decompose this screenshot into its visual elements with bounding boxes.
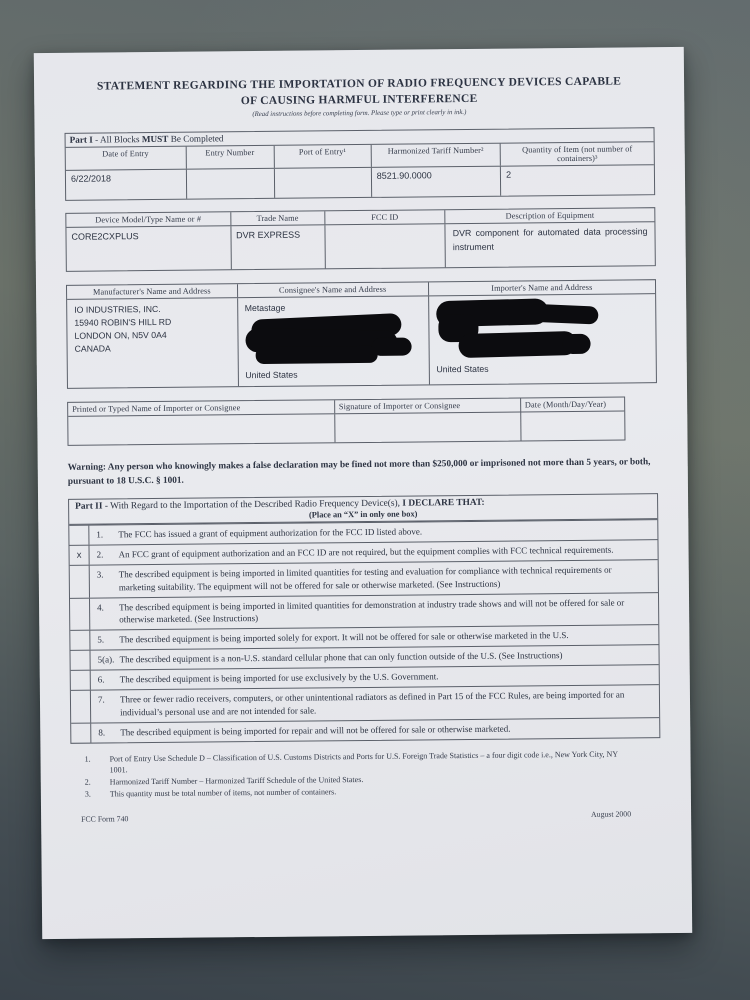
col-quantity: Quantity of Item (not number of containers)³ xyxy=(522,144,633,164)
footnote-text: Harmonized Tariff Number – Harmonized Tariff Schedule of the United States. xyxy=(109,775,364,787)
checkbox-row-8 xyxy=(71,723,91,742)
col-description: Description of Equipment xyxy=(505,210,595,221)
form-number: FCC Form 740 xyxy=(81,813,129,824)
warning-body: Any person who knowingly makes a false declaration may be fined not more than $250,000 or imprisoned not more than 5 years, or both, pursuant to 18 U.S.C. § 1001. xyxy=(67,457,651,488)
manufacturer-address xyxy=(67,298,238,388)
col-fcc-id: FCC ID xyxy=(325,210,446,224)
importer-address xyxy=(429,294,656,384)
part2-subheading: (Place an “X” in only one box) xyxy=(308,509,418,520)
row-text: An FCC grant of equipment authorization and an FCC ID are not required, but the equipment complies with FCC technical requirements. xyxy=(118,544,614,560)
row-number: 1. xyxy=(96,529,104,540)
col-harmonized-tariff-number: Harmonized Tariff Number² xyxy=(371,144,501,167)
col-signature: Signature of Importer or Consignee xyxy=(335,399,521,414)
manufacturer-line4: CANADA xyxy=(74,343,111,355)
footnote-number: 3. xyxy=(84,790,91,800)
declaration-row-3 xyxy=(70,560,658,598)
form-content xyxy=(34,47,691,824)
quantity-value: 2 xyxy=(505,169,512,180)
row-number: 3. xyxy=(96,569,104,580)
checkbox-row-1 xyxy=(69,526,89,545)
footnotes xyxy=(70,748,631,800)
part2-heading-declare: I DECLARE THAT: xyxy=(402,497,485,509)
row-text: The described equipment is being imported solely for export. It will not be offered for sale or otherwise marketed in the U.S. xyxy=(119,630,569,645)
checkbox-row-6 xyxy=(71,671,91,690)
part2-section xyxy=(68,493,660,743)
row-number: 5. xyxy=(97,634,105,645)
part1-label: Part I xyxy=(69,134,93,145)
declaration-row-7 xyxy=(71,685,659,723)
form-subtitle: (Read instructions before completing form. Please type or print clearly in ink.) xyxy=(252,109,467,119)
row-number: 8. xyxy=(98,727,106,738)
row-text: The FCC has issued a grant of equipment authorization for the FCC ID listed above. xyxy=(118,526,423,540)
row-text: The described equipment is being imported in limited quantities for testing and evaluation for compliance with technical requirements or marketing suitability. The equipment will not be offered for sale or otherwise marketed. (See Instructions) xyxy=(118,565,612,592)
footnote-number: 1. xyxy=(84,754,91,764)
declaration-row-4 xyxy=(70,592,658,630)
footnote-number: 2. xyxy=(84,777,91,787)
footnote-text: This quantity must be total number of items, not number of containers. xyxy=(109,787,337,799)
description-value: DVR component for automated data processing instrument xyxy=(452,226,648,252)
manufacturer-line2: 15940 ROBIN'S HILL RD xyxy=(74,317,172,328)
row-text: The described equipment is being imported for use exclusively by the U.S. Government. xyxy=(119,671,439,685)
checkbox-row-5 xyxy=(70,631,90,650)
checkbox-row-2-marked: x xyxy=(69,546,89,565)
device-section xyxy=(65,207,656,272)
part2-label: Part II xyxy=(75,501,103,512)
col-consignee-address: Consignee's Name and Address xyxy=(238,283,429,298)
part2-heading-mid: - With Regard to the Importation of the Described Radio Frequency Device(s), xyxy=(104,498,401,512)
form-date: August 2000 xyxy=(590,809,632,819)
date-of-entry-value: 6/22/2018 xyxy=(66,170,187,200)
row-text: The described equipment is being imported for repair and will not be offered for sale or otherwise marketed. xyxy=(120,723,511,738)
row-number: 6. xyxy=(97,674,105,685)
importer-country: United States xyxy=(436,363,489,375)
col-trade-name: Trade Name xyxy=(231,212,325,226)
checkbox-row-7 xyxy=(71,691,91,722)
row-number: 7. xyxy=(97,694,105,705)
entry-number-value xyxy=(186,169,274,199)
trade-name-value: DVR EXPRESS xyxy=(231,226,325,270)
consignee-country: United States xyxy=(245,369,298,381)
address-section xyxy=(66,279,657,389)
checkbox-row-5a xyxy=(71,651,91,670)
col-manufacturer-address: Manufacturer's Name and Address xyxy=(67,284,238,299)
consignee-name: Metastage xyxy=(244,302,286,314)
col-entry-number: Entry Number xyxy=(186,146,274,169)
row-text: Three or fewer radio receivers, computers, or other unintentional radiators as defined in Part 15 of the FCC Rules, are being imported for an individual’s personal use and are not intended for sale. xyxy=(119,689,625,717)
part1-section xyxy=(65,127,656,201)
redaction-marker xyxy=(245,316,417,366)
consignee-address xyxy=(238,297,430,387)
fcc-form-740-document xyxy=(34,47,692,939)
col-date: Date (Month/Day/Year) xyxy=(524,399,607,410)
warning-text xyxy=(68,457,652,490)
checkbox-row-3 xyxy=(70,566,90,597)
part1-heading-must: MUST xyxy=(141,134,169,145)
redaction-marker xyxy=(436,299,605,360)
col-printed-name: Printed or Typed Name of Importer or Consignee xyxy=(68,401,335,417)
col-device-model: Device Model/Type Name or # xyxy=(66,212,231,227)
col-port-of-entry: Port of Entry¹ xyxy=(274,145,371,168)
row-number: 5(a). xyxy=(97,654,115,665)
fcc-id-value xyxy=(325,224,446,268)
row-text: The described equipment is being imported in limited quantities for demonstration at industry trade shows and will not be offered for sale or otherwise marketed. (See Instructions) xyxy=(119,597,625,625)
col-importer-address: Importer's Name and Address xyxy=(491,282,593,293)
printed-name-value xyxy=(68,415,335,446)
signature-table-empty-row xyxy=(68,411,624,445)
port-of-entry-value xyxy=(275,168,372,198)
checkbox-row-4 xyxy=(70,598,90,629)
date-value xyxy=(521,412,624,441)
page-footer xyxy=(71,809,661,824)
col-date-of-entry: Date of Entry xyxy=(66,147,187,170)
warning-label: Warning: xyxy=(67,462,107,474)
row-text: The described equipment is a non-U.S. standard cellular phone that can only function outside of the U.S. (See Instructions) xyxy=(119,650,563,665)
manufacturer-line3: LONDON ON, N5V 0A4 xyxy=(74,330,167,342)
entry-table-value-row xyxy=(66,164,654,200)
harmonized-tariff-number-value: 8521.90.0000 xyxy=(372,167,502,197)
part1-heading-post: Be Completed xyxy=(170,133,224,145)
part1-heading-pre: - All Blocks xyxy=(95,134,140,145)
manufacturer-line1: IO INDUSTRIES, INC. xyxy=(74,304,161,315)
device-table-value-row xyxy=(66,221,654,271)
signature-section xyxy=(67,397,625,446)
address-table-value-row xyxy=(67,293,656,388)
footnote-text: Port of Entry Use Schedule D – Classification of U.S. Customs Districts and Ports for U.S. Foreign Trade Statistics – a four digit code i.e., New York City, NY 1001. xyxy=(109,749,618,775)
device-model-value: CORE2CXPLUS xyxy=(66,226,231,271)
row-number: 2. xyxy=(96,549,104,560)
row-number: 4. xyxy=(97,602,104,613)
form-title: STATEMENT REGARDING THE IMPORTATION OF RADIO FREQUENCY DEVICES CAPABLE OF CAUSING HARMFUL INTERFERENCE xyxy=(96,75,622,108)
signature-value xyxy=(335,413,521,443)
